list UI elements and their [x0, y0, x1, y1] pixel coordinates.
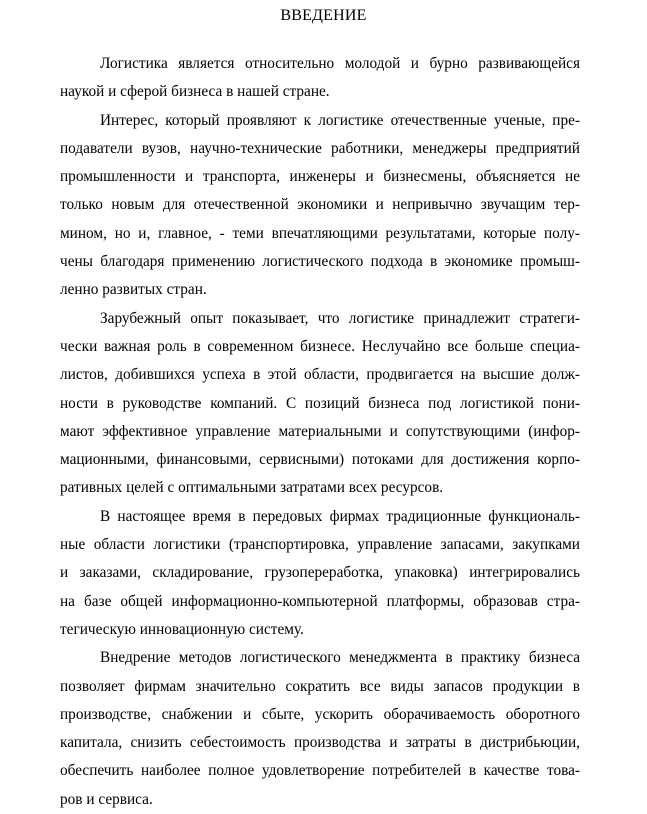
- text-line: тегическую инновационную систему.: [60, 620, 304, 638]
- text-line: Зарубежный опыт показывает, что логистике принадлежит стратеги-: [100, 309, 580, 327]
- paragraph-2: [60, 107, 580, 305]
- text-line: Логистика является относительно молодой и бурно развивающейся: [100, 55, 580, 72]
- text-line: мином, но и, главное, - теми впечатляющими результатами, которые полу-: [60, 224, 580, 242]
- text-line: ленно развитых стран.: [60, 281, 207, 299]
- text-line: обеспечить наиболее полное удовлетворение потребителей в качестве това-: [60, 762, 580, 780]
- text-line: и заказами, складирование, грузопереработка, упаковка) интегрировались: [60, 564, 580, 582]
- text-line: Внедрение методов логистического менеджмента в практику бизнеса: [100, 649, 580, 667]
- text-line: Интерес, который проявляют к логистике отечественные ученые, пре-: [100, 111, 580, 129]
- paragraph-5: [60, 644, 580, 814]
- text-line: только новым для отечественной экономики и непривычно звучащим тер-: [60, 196, 580, 214]
- text-line: позволяет фирмам значительно сократить все виды запасов продукции в: [60, 677, 580, 695]
- text-line: мают эффективное управление материальными и сопутствующими (инфор-: [60, 422, 580, 440]
- text-line: мационными, финансовыми, сервисными) потоками для достижения корпо-: [60, 451, 580, 469]
- text-line: ров и сервиса.: [60, 790, 153, 808]
- paragraph-3: [60, 305, 580, 503]
- text-line: ные области логистики (транспортировка, управление запасами, закупками: [60, 536, 580, 554]
- text-line: наукой и сферой бизнеса в нашей стране.: [60, 83, 330, 101]
- text-line: производстве, снабжении и сбыте, ускорить оборачиваемость оборотного: [60, 705, 580, 723]
- paragraph-4: [60, 503, 580, 644]
- text-line: на базе общей информационно-компьютерной платформы, образовав стра-: [60, 592, 580, 610]
- text-line: листов, добившихся успеха в этой области, продвигается на высшие долж-: [60, 366, 580, 384]
- text-line: подаватели вузов, научно-технические работники, менеджеры предприятий: [60, 139, 580, 157]
- text-line: В настоящее время в передовых фирмах традиционные функциональ-: [100, 507, 580, 525]
- document-title: ВВЕДЕНИЕ: [280, 7, 367, 24]
- text-line: ности в руководстве компаний. С позиций бизнеса под логистикой пони-: [60, 394, 580, 412]
- text-line: чены благодаря применению логистического подхода в экономике промыш-: [60, 253, 580, 271]
- text-line: промышленности и транспорта, инженеры и бизнесмены, объясняется не: [60, 168, 580, 186]
- text-line: чески важная роль в современном бизнесе. Неслучайно все больше специа-: [60, 337, 580, 355]
- document-body: [60, 50, 580, 814]
- paragraph-1: [60, 50, 580, 107]
- text-line: капитала, снизить себестоимость производства и затраты в дистрибьюции,: [60, 734, 580, 752]
- text-line: ративных целей с оптимальными затратами всех ресурсов.: [60, 479, 444, 497]
